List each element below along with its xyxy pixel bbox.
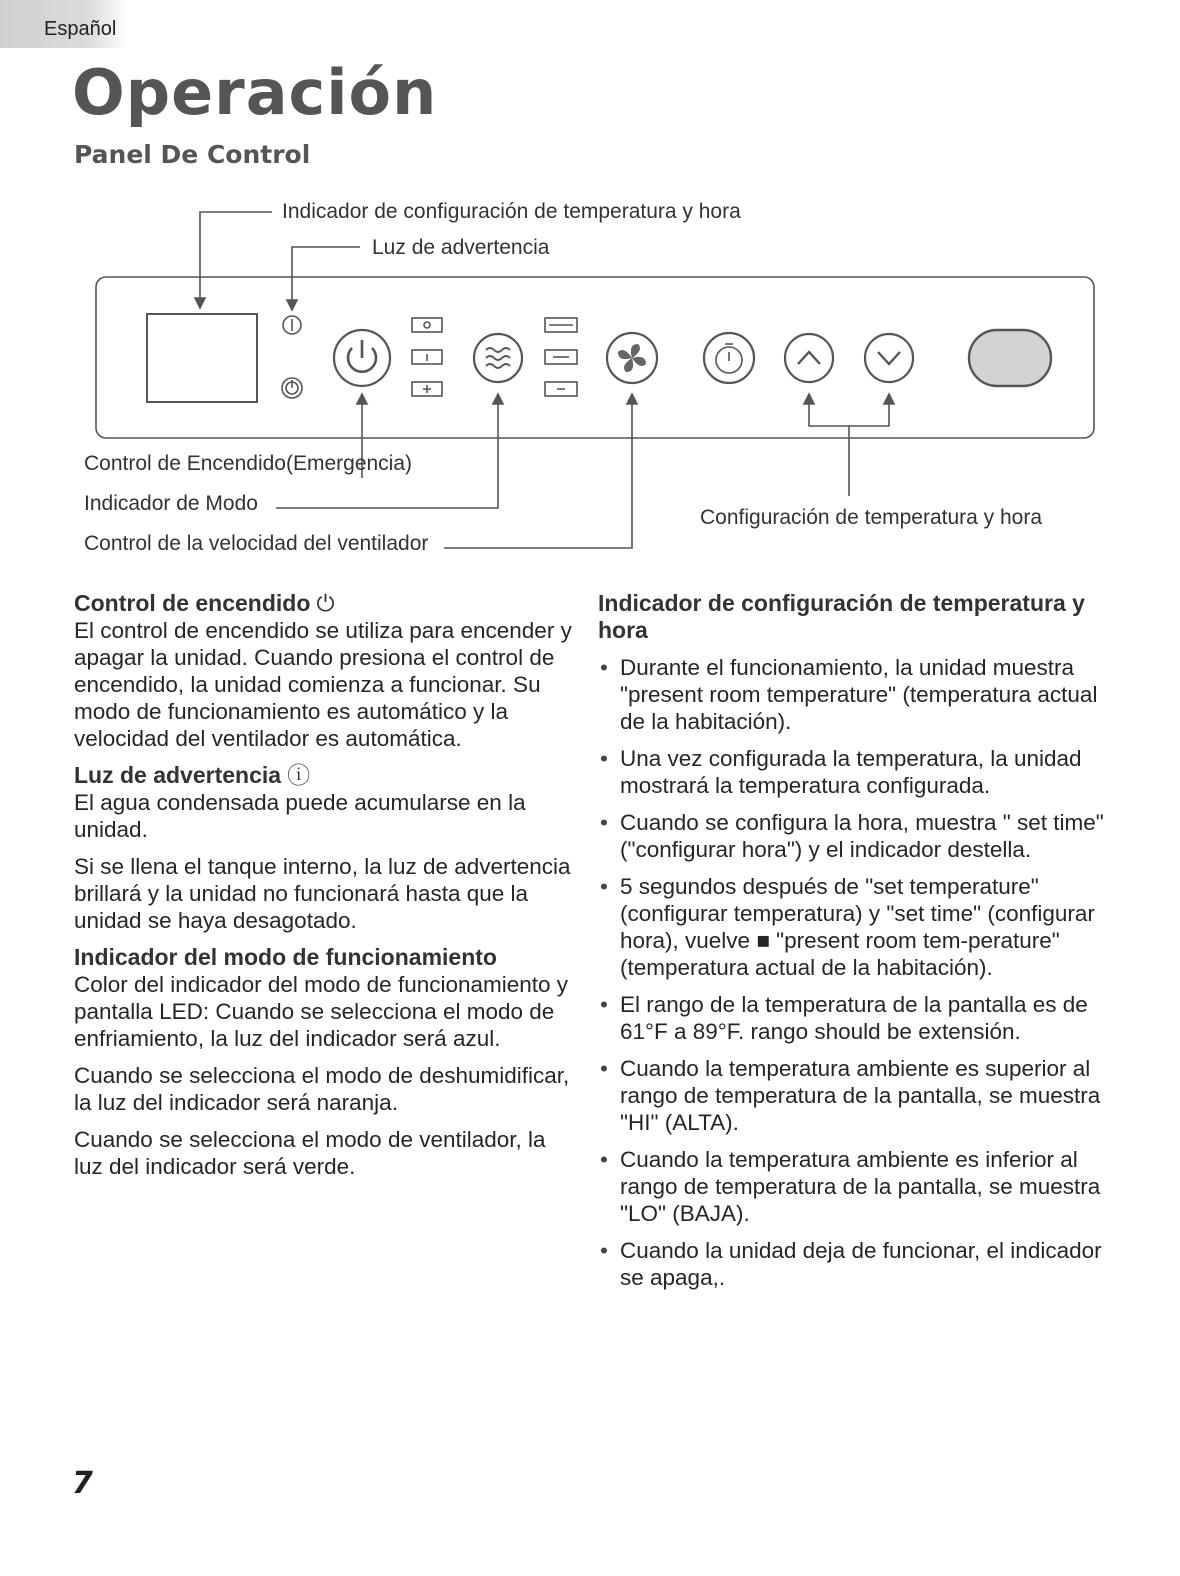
page-title: Operación (72, 56, 438, 129)
section-subtitle: Panel De Control (74, 140, 311, 169)
label-mode-indicator: Indicador de Modo (84, 492, 258, 515)
power-button-icon (334, 330, 390, 386)
label-warning-light: Luz de advertencia (372, 236, 550, 259)
control-panel-diagram (0, 190, 1180, 570)
display-window (147, 314, 257, 402)
power-text: El control de encendido se utiliza para encender y apagar la unidad. Cuando presiona el control de encendido, la unidad comienza a funcionar. Su modo de funcionamiento es automático y la velocidad del ventilador es automática. (74, 618, 572, 751)
warning-text-1: El agua condensada puede acumularse en la unidad. (74, 790, 526, 842)
right-column (598, 590, 1108, 1301)
label-fan-speed: Control de la velocidad del ventilador (84, 532, 429, 555)
warning-heading: Luz de advertencia ⓘ (74, 762, 311, 788)
bullet-list (598, 654, 1108, 1291)
label-temp-time-setting: Configuración de temperatura y hora (700, 506, 1043, 529)
power-heading: Control de encendido ⏻ (74, 590, 335, 616)
list-item: • Cuando se configura la hora, muestra " set time" ("configurar hora") y el indicador destella. (598, 809, 1108, 863)
mode-icons-left (412, 318, 442, 396)
list-item: • Cuando la temperatura ambiente es superior al rango de temperatura de la pantalla, se muestra "HI" (ALTA). (598, 1055, 1108, 1136)
panel-outline (96, 277, 1094, 438)
list-item: • Una vez configurada la temperatura, la unidad mostrará la temperatura configurada. (598, 745, 1108, 799)
mode-text-2: Cuando se selecciona el modo de deshumidificar, la luz del indicador será naranja. (74, 1063, 570, 1115)
leader-temp-time-indicator (200, 212, 272, 300)
list-item: • 5 segundos después de "set temperature" (configurar temperatura) y "set time" (configurar hora), vuelve ■ "present room tem-perature" (temperatura actual de la habitación). (598, 873, 1108, 981)
up-button-icon (785, 334, 833, 382)
label-temp-time-indicator: Indicador de configuración de temperatura y hora (282, 200, 741, 223)
label-power-control: Control de Encendido(Emergencia) (84, 452, 413, 475)
fan-speed-icons (545, 318, 577, 396)
warning-light-icon (283, 316, 301, 334)
page-number: 7 (72, 1466, 93, 1501)
mode-heading: Indicador del modo de funcionamiento (74, 944, 497, 970)
leader-temp-time-setting (809, 402, 889, 426)
receiver-window (969, 330, 1051, 386)
mode-button-icon (474, 334, 522, 382)
leader-fan-speed (444, 402, 632, 548)
warning-text-2: Si se llena el tanque interno, la luz de advertencia brillará y la unidad no funcionará hasta que la unidad se haya desagotado. (74, 854, 571, 933)
small-power-icon (282, 378, 302, 398)
left-column (74, 590, 579, 1190)
leader-warning-light (292, 247, 360, 302)
list-item: • Cuando la temperatura ambiente es inferior al rango de temperatura de la pantalla, se muestra "LO" (BAJA). (598, 1146, 1108, 1227)
timer-button-icon (704, 333, 754, 383)
right-heading: Indicador de configuración de temperatura y hora (598, 590, 1085, 643)
mode-text-3: Cuando se selecciona el modo de ventilador, la luz del indicador será verde. (74, 1127, 546, 1179)
language-tab: Español (0, 0, 128, 48)
down-button-icon (865, 334, 913, 382)
warning-symbol-icon: ⓘ (287, 762, 311, 788)
mode-text-1: Color del indicador del modo de funcionamiento y pantalla LED: Cuando se selecciona el modo de enfriamiento, la luz del indicador será azul. (74, 972, 569, 1051)
list-item: • Cuando la unidad deja de funcionar, el indicador se apaga,. (598, 1237, 1108, 1291)
list-item: • El rango de la temperatura de la pantalla es de 61°F a 89°F. rango should be extensión. (598, 991, 1108, 1045)
list-item: • Durante el funcionamiento, la unidad muestra "present room temperature" (temperatura actual de la habitación). (598, 654, 1108, 735)
power-symbol-icon: ⏻ (316, 590, 335, 616)
fan-button-icon (607, 333, 657, 383)
